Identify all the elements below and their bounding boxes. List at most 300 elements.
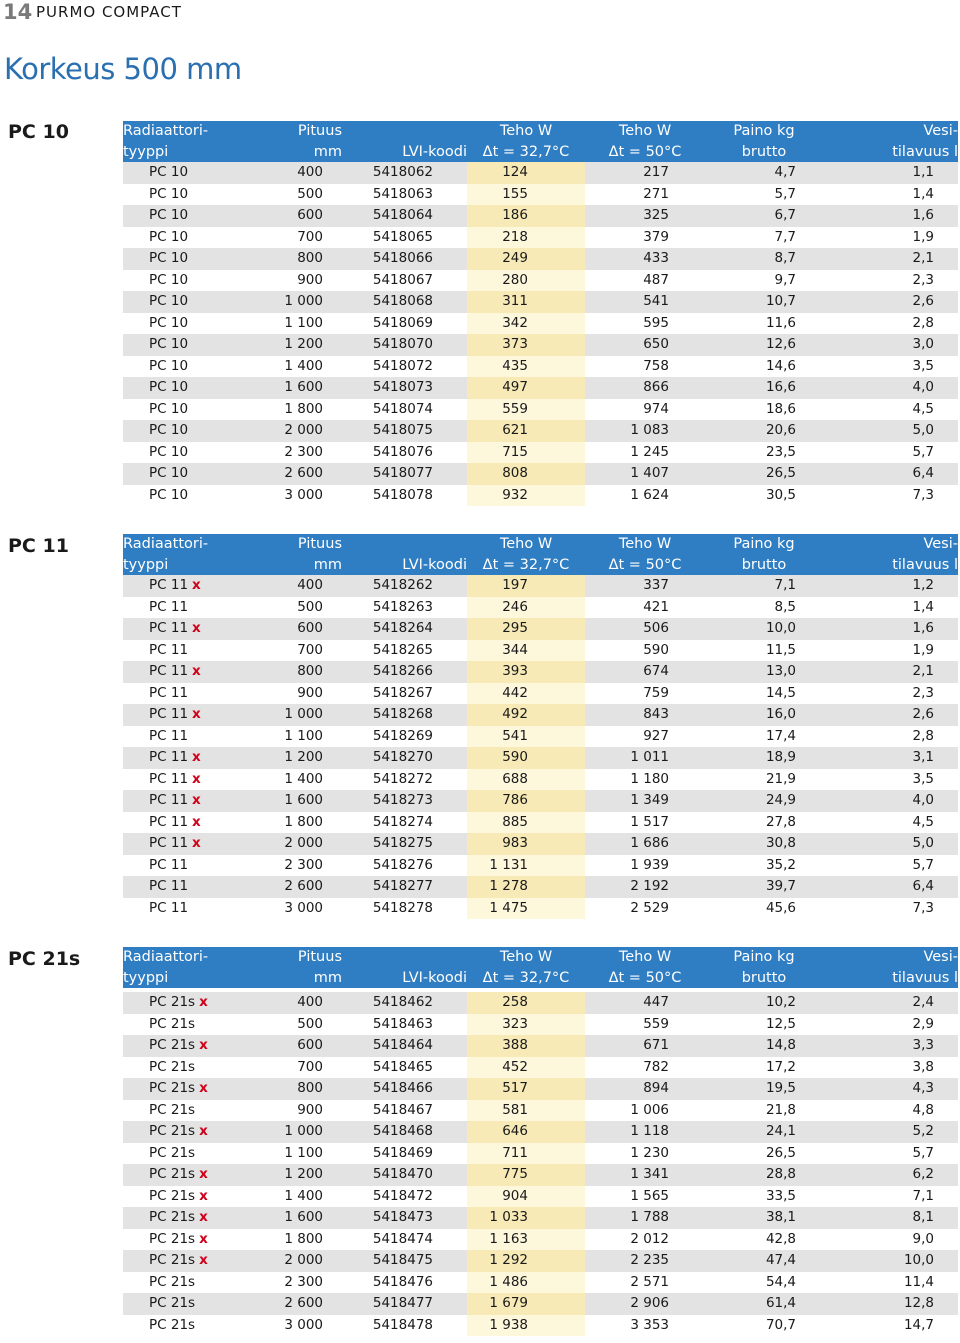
lvi-code-cell: 5418266: [359, 661, 467, 683]
table-row: [123, 597, 958, 619]
length-cell: 800: [249, 661, 359, 683]
type-cell: [123, 420, 249, 442]
header-label: Teho W: [499, 536, 553, 552]
lvi-code-cell: 5418469: [372, 1144, 433, 1161]
type-cell: [123, 1250, 249, 1272]
output-50-cell: 674: [585, 661, 705, 683]
table-row: [123, 248, 958, 270]
output-32-cell: 186: [467, 205, 585, 227]
header-label: Paino kg: [733, 536, 795, 552]
output-32-cell: 342: [467, 313, 585, 335]
stock-mark: x: [192, 835, 201, 851]
output-50-cell: 894: [585, 1078, 705, 1100]
lvi-code-cell: 5418065: [372, 228, 433, 245]
lvi-code-cell: 5418066: [359, 248, 467, 270]
type-cell: [123, 726, 249, 748]
output-32-cell: 452: [467, 1057, 585, 1079]
output-32-cell: 581: [467, 1100, 585, 1122]
output-50-cell: 3 353: [630, 1316, 669, 1333]
type-cell: [123, 399, 249, 421]
output-50-cell: 337: [585, 575, 705, 597]
output-50-cell: 217: [585, 162, 705, 184]
length-cell: 700: [297, 228, 323, 245]
water-volume-cell: 9,0: [912, 1230, 934, 1247]
lvi-code-cell: 5418268: [359, 704, 467, 726]
weight-cell: 11,6: [765, 314, 796, 331]
lvi-code-cell: 5418273: [359, 790, 467, 812]
weight-cell: 9,7: [774, 271, 796, 288]
table-row: [123, 205, 958, 227]
page-title: Korkeus 500 mm: [4, 52, 242, 86]
table-row: [123, 855, 958, 877]
table-row: [123, 1164, 958, 1186]
weight-cell: 30,8: [705, 833, 823, 855]
output-50-cell: 1 011: [585, 747, 705, 769]
header-label: LVI-koodi: [402, 969, 467, 986]
output-32-cell: 280: [467, 270, 585, 292]
length-cell: 2 300: [284, 856, 323, 873]
radiator-type: PC 11: [149, 856, 189, 873]
spec-table: [123, 121, 958, 506]
table-row: [123, 898, 958, 920]
output-50-cell: 1 517: [630, 813, 669, 830]
header-label: Δt = 50°C: [608, 969, 682, 986]
header-cell: [123, 968, 249, 989]
water-volume-cell: 1,6: [823, 205, 958, 227]
output-32-cell: 155: [467, 184, 585, 206]
type-cell: [123, 1272, 249, 1294]
radiator-type: PC 11: [149, 620, 189, 636]
header-cell: [585, 142, 705, 163]
type-cell: [123, 377, 249, 399]
section-label: PC 10: [8, 121, 69, 143]
table-row: [123, 1100, 958, 1122]
output-32-cell: 1 163: [467, 1229, 585, 1251]
lvi-code-cell: 5418274: [372, 813, 433, 830]
table-row: [123, 1250, 958, 1272]
length-cell: 1 400: [284, 357, 323, 374]
page-number: 14: [3, 0, 33, 24]
weight-cell: 7,7: [774, 228, 796, 245]
header-cell: [467, 968, 585, 989]
stock-mark: x: [199, 1252, 208, 1268]
water-volume-cell: 10,0: [823, 1250, 958, 1272]
lvi-code-cell: 5418064: [359, 205, 467, 227]
header-label: Pituus: [297, 536, 342, 552]
radiator-type: PC 11: [149, 878, 189, 894]
header-label: tilavuus l: [892, 556, 958, 573]
water-volume-cell: 2,8: [912, 727, 934, 744]
table-row: [123, 356, 958, 378]
water-volume-cell: 5,7: [912, 856, 934, 873]
weight-cell: 17,4: [765, 727, 796, 744]
radiator-type: PC 11: [149, 899, 189, 916]
header-label: Paino kg: [733, 949, 795, 965]
water-volume-cell: 4,5: [912, 813, 934, 830]
weight-cell: 26,5: [705, 463, 823, 485]
water-volume-cell: 4,3: [823, 1078, 958, 1100]
table-row: [123, 442, 958, 464]
output-50-cell: 1 349: [585, 790, 705, 812]
lvi-code-cell: 5418477: [359, 1293, 467, 1315]
radiator-type: PC 21s: [149, 1144, 196, 1161]
weight-cell: 14,6: [765, 357, 796, 374]
weight-cell: 12,6: [705, 334, 823, 356]
output-50-cell: 2 571: [630, 1273, 669, 1290]
water-volume-cell: 1,4: [912, 598, 934, 615]
weight-cell: 10,7: [705, 291, 823, 313]
table-row: [123, 1121, 958, 1143]
length-cell: 900: [297, 271, 323, 288]
radiator-type: PC 10: [149, 293, 189, 309]
water-volume-cell: 6,2: [823, 1164, 958, 1186]
output-32-cell: 1 292: [467, 1250, 585, 1272]
header-label: Teho W: [618, 949, 672, 965]
water-volume-cell: 2,8: [912, 314, 934, 331]
header-label: LVI-koodi: [402, 143, 467, 160]
weight-cell: 16,6: [705, 377, 823, 399]
header-label: tyyppi: [123, 969, 169, 986]
weight-cell: 8,5: [774, 598, 796, 615]
output-50-cell: 447: [585, 992, 705, 1014]
length-cell: 3 000: [284, 486, 323, 503]
output-32-cell: 1 486: [467, 1272, 585, 1294]
type-cell: [123, 855, 249, 877]
table-row: [123, 1272, 958, 1294]
table-row: [123, 313, 958, 335]
header-cell: [359, 947, 467, 968]
output-32-cell: 932: [467, 485, 585, 507]
type-cell: [123, 1186, 249, 1208]
type-cell: [123, 898, 249, 920]
length-cell: 1 200: [249, 1164, 359, 1186]
stock-mark: x: [199, 1080, 208, 1096]
radiator-type: PC 11: [149, 749, 189, 765]
header-cell: [823, 947, 958, 968]
type-cell: [123, 992, 249, 1014]
output-32-cell: 124: [467, 162, 585, 184]
weight-cell: 47,4: [705, 1250, 823, 1272]
type-cell: [123, 184, 249, 206]
water-volume-cell: 6,4: [823, 463, 958, 485]
header-label: brutto: [741, 143, 787, 160]
header-label: tilavuus l: [892, 969, 958, 986]
output-50-cell: 541: [585, 291, 705, 313]
type-cell: [123, 618, 249, 640]
header-cell: [705, 534, 823, 555]
radiator-type: PC 10: [149, 400, 189, 417]
type-cell: [123, 270, 249, 292]
length-cell: 2 600: [249, 463, 359, 485]
lvi-code-cell: 5418463: [372, 1015, 433, 1032]
length-cell: 800: [249, 248, 359, 270]
header-cell: [123, 555, 249, 576]
lvi-code-cell: 5418067: [372, 271, 433, 288]
table-row: [123, 184, 958, 206]
output-32-cell: 492: [467, 704, 585, 726]
type-cell: [123, 334, 249, 356]
output-50-cell: 2 906: [585, 1293, 705, 1315]
length-cell: 700: [297, 1058, 323, 1075]
lvi-code-cell: 5418070: [359, 334, 467, 356]
header-cell: [705, 968, 823, 989]
header-label: tyyppi: [123, 556, 169, 573]
water-volume-cell: 2,9: [912, 1015, 934, 1032]
output-32-cell: 373: [467, 334, 585, 356]
lvi-code-cell: 5418472: [372, 1187, 433, 1204]
header-cell: [249, 121, 359, 142]
radiator-type: PC 21s: [149, 1058, 196, 1075]
radiator-type: PC 21s: [149, 1252, 196, 1268]
header-label: Paino kg: [733, 123, 795, 139]
length-cell: 1 800: [284, 813, 323, 830]
weight-cell: 24,9: [705, 790, 823, 812]
lvi-code-cell: 5418076: [372, 443, 433, 460]
type-cell: [123, 597, 249, 619]
lvi-code-cell: 5418275: [359, 833, 467, 855]
header-cell: [467, 555, 585, 576]
water-volume-cell: 2,3: [912, 684, 934, 701]
table-row: [123, 992, 958, 1014]
output-50-cell: 1 407: [585, 463, 705, 485]
radiator-type: PC 11: [149, 577, 189, 593]
output-50-cell: 2 012: [630, 1230, 669, 1247]
table-row: [123, 270, 958, 292]
radiator-type: PC 11: [149, 727, 189, 744]
lvi-code-cell: 5418262: [359, 575, 467, 597]
length-cell: 400: [249, 992, 359, 1014]
water-volume-cell: 2,3: [912, 271, 934, 288]
header-label: LVI-koodi: [402, 556, 467, 573]
length-cell: 600: [249, 205, 359, 227]
weight-cell: 54,4: [765, 1273, 796, 1290]
length-cell: 1 000: [249, 1121, 359, 1143]
table-row: [123, 420, 958, 442]
lvi-code-cell: 5418063: [372, 185, 433, 202]
lvi-code-cell: 5418069: [372, 314, 433, 331]
radiator-type: PC 11: [149, 835, 189, 851]
table-header: [123, 121, 958, 162]
output-50-cell: 927: [643, 727, 669, 744]
weight-cell: 16,0: [705, 704, 823, 726]
lvi-code-cell: 5418466: [359, 1078, 467, 1100]
lvi-code-cell: 5418073: [359, 377, 467, 399]
length-cell: 600: [249, 1035, 359, 1057]
header-cell: [467, 121, 585, 142]
table-row: [123, 377, 958, 399]
weight-cell: 5,7: [774, 185, 796, 202]
water-volume-cell: 6,4: [823, 876, 958, 898]
length-cell: 500: [297, 598, 323, 615]
weight-cell: 14,5: [765, 684, 796, 701]
output-32-cell: 197: [467, 575, 585, 597]
header-label: tyyppi: [123, 143, 169, 160]
lvi-code-cell: 5418265: [372, 641, 433, 658]
output-50-cell: 782: [643, 1058, 669, 1075]
lvi-code-cell: 5418473: [359, 1207, 467, 1229]
output-32-cell: 258: [467, 992, 585, 1014]
header-cell: [123, 142, 249, 163]
output-32-cell: 517: [467, 1078, 585, 1100]
stock-mark: x: [192, 706, 201, 722]
lvi-code-cell: 5418476: [372, 1273, 433, 1290]
output-32-cell: 786: [467, 790, 585, 812]
lvi-code-cell: 5418464: [359, 1035, 467, 1057]
length-cell: 2 000: [249, 833, 359, 855]
weight-cell: 10,2: [705, 992, 823, 1014]
table-row: [123, 1229, 958, 1251]
water-volume-cell: 4,8: [912, 1101, 934, 1118]
lvi-code-cell: 5418068: [359, 291, 467, 313]
header-cell: [249, 947, 359, 968]
radiator-type: PC 21s: [149, 1166, 196, 1182]
table-row: [123, 704, 958, 726]
water-volume-cell: 2,1: [823, 661, 958, 683]
table-row: [123, 463, 958, 485]
length-cell: 1 200: [249, 334, 359, 356]
length-cell: 1 100: [284, 314, 323, 331]
table-row: [123, 769, 958, 791]
output-32-cell: 442: [467, 683, 585, 705]
radiator-type: PC 11: [149, 770, 189, 787]
output-50-cell: 758: [643, 357, 669, 374]
header-label: brutto: [741, 969, 787, 986]
stock-mark: x: [192, 770, 201, 787]
type-cell: [123, 442, 249, 464]
weight-cell: 24,1: [705, 1121, 823, 1143]
output-50-cell: 1 788: [585, 1207, 705, 1229]
header-label: Pituus: [297, 949, 342, 965]
length-cell: 3 000: [284, 1316, 323, 1333]
water-volume-cell: 2,6: [823, 704, 958, 726]
weight-cell: 35,2: [765, 856, 796, 873]
weight-cell: 61,4: [705, 1293, 823, 1315]
water-volume-cell: 5,2: [823, 1121, 958, 1143]
radiator-type: PC 11: [149, 598, 189, 615]
output-32-cell: 497: [467, 377, 585, 399]
output-32-cell: 295: [467, 618, 585, 640]
water-volume-cell: 7,1: [912, 1187, 934, 1204]
header-cell: [359, 968, 467, 989]
table-row: [123, 162, 958, 184]
type-cell: [123, 833, 249, 855]
length-cell: 900: [297, 684, 323, 701]
weight-cell: 28,8: [705, 1164, 823, 1186]
table-row: [123, 1315, 958, 1337]
table-row: [123, 747, 958, 769]
output-50-cell: 487: [643, 271, 669, 288]
header-label: Radiaattori-: [123, 123, 209, 139]
table-row: [123, 1078, 958, 1100]
type-cell: [123, 1207, 249, 1229]
section-label: PC 21s: [8, 948, 81, 970]
table-row: [123, 876, 958, 898]
length-cell: 600: [249, 618, 359, 640]
weight-cell: 18,6: [765, 400, 796, 417]
radiator-type: PC 11: [149, 792, 189, 808]
output-32-cell: 621: [467, 420, 585, 442]
type-cell: [123, 747, 249, 769]
stock-mark: x: [192, 663, 201, 679]
table-row: [123, 640, 958, 662]
output-50-cell: 271: [643, 185, 669, 202]
water-volume-cell: 5,0: [823, 833, 958, 855]
length-cell: 1 800: [284, 400, 323, 417]
weight-cell: 6,7: [705, 205, 823, 227]
type-cell: [123, 485, 249, 507]
type-cell: [123, 1164, 249, 1186]
output-32-cell: 1 131: [467, 855, 585, 877]
lvi-code-cell: 5418072: [372, 357, 433, 374]
header-label: Teho W: [499, 123, 553, 139]
spec-table: [123, 947, 958, 1336]
length-cell: 400: [249, 162, 359, 184]
radiator-type: PC 10: [149, 379, 189, 395]
lvi-code-cell: 5418269: [372, 727, 433, 744]
water-volume-cell: 14,7: [903, 1316, 934, 1333]
length-cell: 2 300: [284, 1273, 323, 1290]
type-cell: [123, 356, 249, 378]
output-32-cell: 541: [467, 726, 585, 748]
lvi-code-cell: 5418062: [359, 162, 467, 184]
lvi-code-cell: 5418270: [359, 747, 467, 769]
output-50-cell: 590: [643, 641, 669, 658]
type-cell: [123, 162, 249, 184]
output-32-cell: 249: [467, 248, 585, 270]
output-50-cell: 650: [585, 334, 705, 356]
header-cell: [249, 555, 359, 576]
length-cell: 2 000: [249, 1250, 359, 1272]
radiator-type: PC 11: [149, 663, 189, 679]
header-cell: [705, 555, 823, 576]
table-row: [123, 1186, 958, 1208]
output-32-cell: 435: [467, 356, 585, 378]
radiator-type: PC 10: [149, 422, 189, 438]
water-volume-cell: 5,0: [823, 420, 958, 442]
weight-cell: 21,9: [765, 770, 796, 787]
header-cell: [467, 142, 585, 163]
length-cell: 900: [297, 1101, 323, 1118]
stock-mark: x: [199, 1037, 208, 1053]
weight-cell: 38,1: [705, 1207, 823, 1229]
weight-cell: 12,5: [765, 1015, 796, 1032]
output-32-cell: 559: [467, 399, 585, 421]
output-32-cell: 1 938: [467, 1315, 585, 1337]
radiator-type: PC 21s: [149, 1187, 196, 1204]
water-volume-cell: 2,6: [823, 291, 958, 313]
header-cell: [249, 534, 359, 555]
output-50-cell: 1 341: [585, 1164, 705, 1186]
length-cell: 1 200: [249, 747, 359, 769]
header-label: mm: [313, 556, 342, 573]
table-row: [123, 485, 958, 507]
length-cell: 1 100: [284, 1144, 323, 1161]
weight-cell: 8,7: [705, 248, 823, 270]
radiator-type: PC 11: [149, 641, 189, 658]
output-50-cell: 1 118: [585, 1121, 705, 1143]
length-cell: 1 600: [249, 1207, 359, 1229]
water-volume-cell: 7,3: [912, 486, 934, 503]
lvi-code-cell: 5418475: [359, 1250, 467, 1272]
header-cell: [467, 534, 585, 555]
lvi-code-cell: 5418467: [372, 1101, 433, 1118]
weight-cell: 7,1: [705, 575, 823, 597]
water-volume-cell: 1,2: [823, 575, 958, 597]
header-label: Δt = 50°C: [608, 143, 682, 160]
length-cell: 1 800: [284, 1230, 323, 1247]
lvi-code-cell: 5418468: [359, 1121, 467, 1143]
lvi-code-cell: 5418276: [372, 856, 433, 873]
